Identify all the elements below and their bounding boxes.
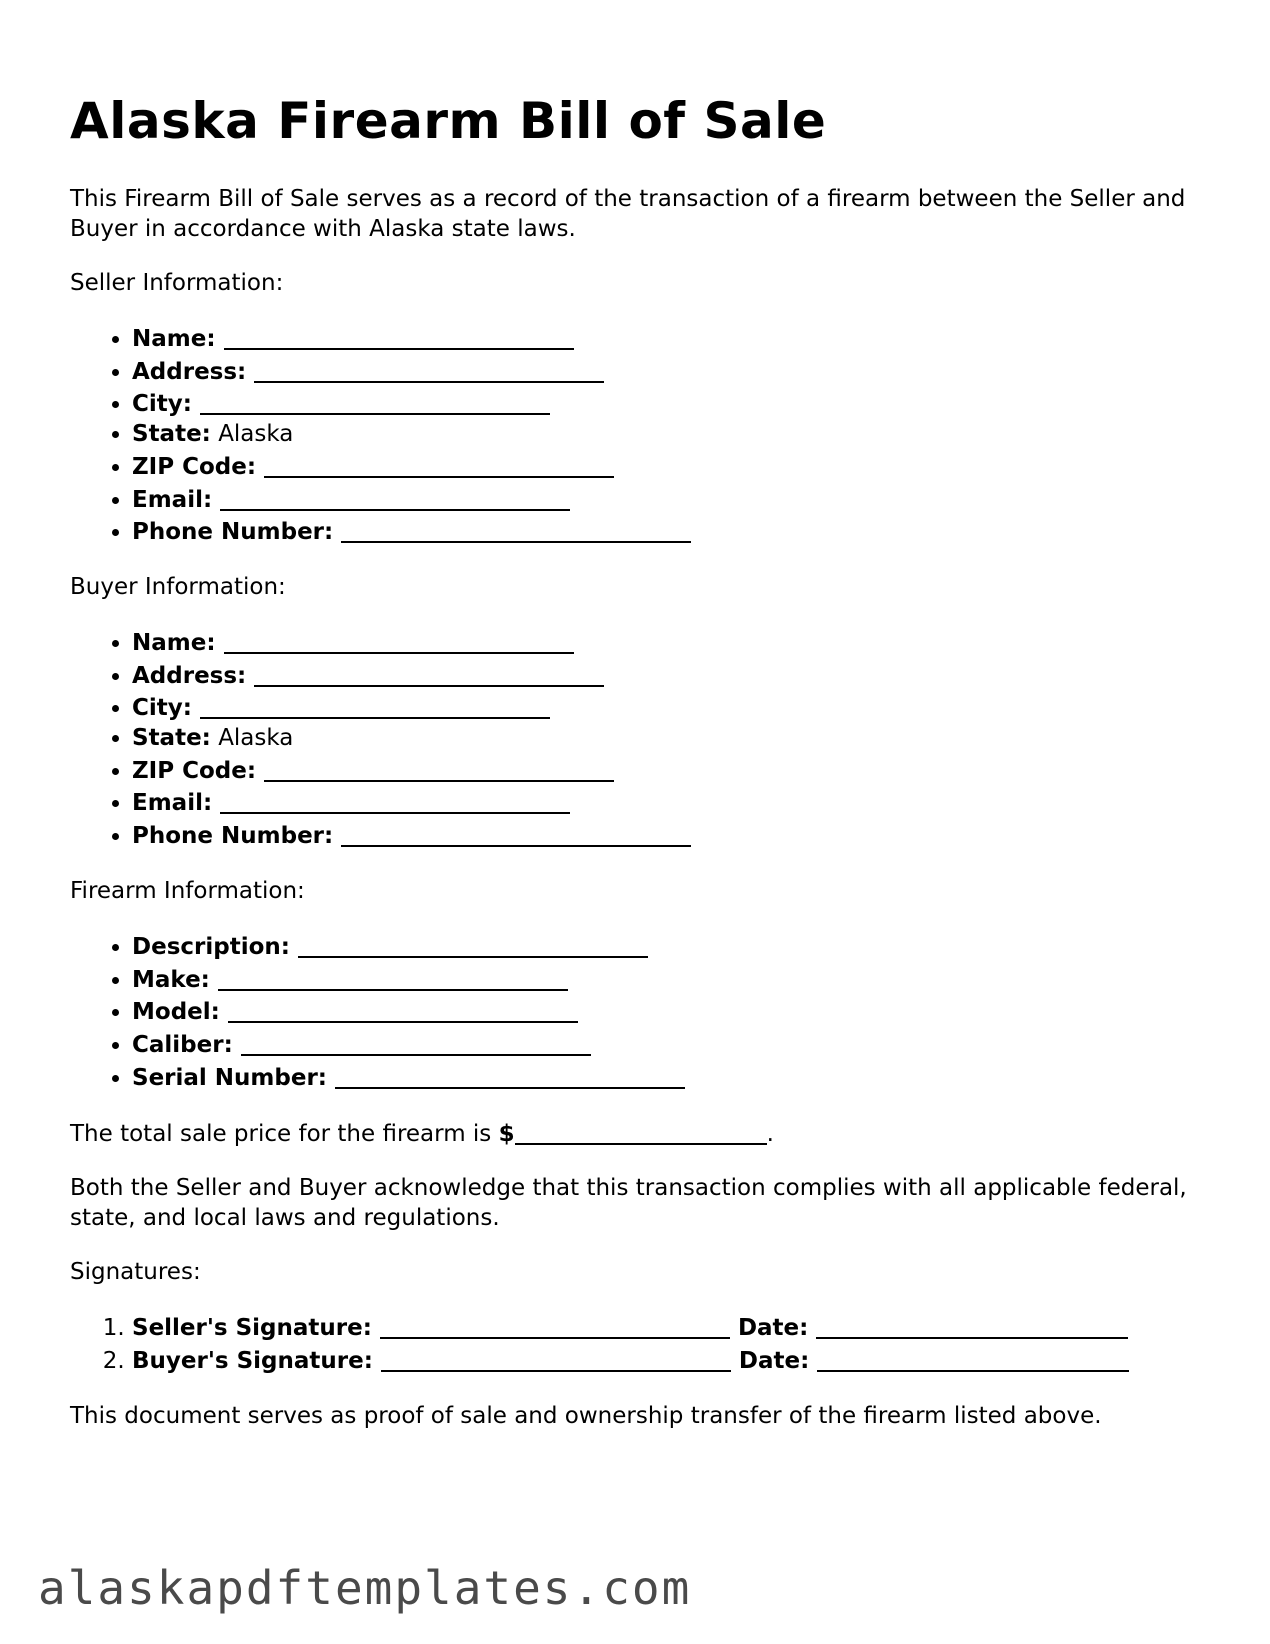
buyer-address-label: Address: bbox=[132, 662, 247, 689]
seller-fields bbox=[70, 322, 1210, 548]
buyer-signature-field[interactable] bbox=[381, 1348, 731, 1372]
seller-name-label: Name: bbox=[132, 326, 216, 352]
seller-state-label: State: bbox=[132, 421, 211, 448]
buyer-email-field[interactable] bbox=[220, 790, 570, 814]
seller-email-label: Email: bbox=[132, 486, 213, 513]
buyer-state-label: State: bbox=[132, 725, 211, 752]
buyer-city-item bbox=[132, 691, 1210, 724]
buyer-name-label: Name: bbox=[132, 629, 216, 656]
price-line bbox=[70, 1117, 1210, 1149]
firearm-heading: Firearm Information: bbox=[70, 877, 305, 904]
price-end: . bbox=[766, 1121, 774, 1148]
buyer-zip-item bbox=[132, 754, 1210, 787]
seller-date-label: Date: bbox=[737, 1315, 809, 1342]
seller-signature-field[interactable] bbox=[380, 1315, 730, 1339]
intro-paragraph: This Firearm Bill of Sale serves as a record of the transaction of a firearm between the Seller and Buyer in accordance with Alaska state laws. bbox=[70, 186, 1186, 242]
seller-date-field[interactable] bbox=[816, 1315, 1128, 1339]
seller-name-item bbox=[132, 322, 1210, 355]
firearm-serial-item bbox=[132, 1061, 1210, 1094]
seller-phone-item bbox=[132, 515, 1210, 548]
firearm-description-item bbox=[132, 930, 1210, 963]
firearm-description-label: Description: bbox=[132, 933, 290, 960]
buyer-city-label: City: bbox=[132, 695, 192, 722]
price-field[interactable] bbox=[515, 1121, 767, 1145]
buyer-address-item bbox=[132, 659, 1210, 692]
firearm-serial-field[interactable] bbox=[335, 1065, 685, 1089]
seller-heading: Seller Information: bbox=[70, 270, 284, 296]
firearm-model-label: Model: bbox=[132, 999, 220, 1026]
firearm-caliber-label: Caliber: bbox=[132, 1031, 233, 1058]
firearm-model-field[interactable] bbox=[228, 999, 578, 1023]
signature-list bbox=[70, 1311, 1210, 1376]
seller-address-label: Address: bbox=[132, 358, 247, 385]
seller-phone-field[interactable] bbox=[341, 519, 691, 543]
firearm-description-field[interactable] bbox=[298, 934, 648, 958]
buyer-signature-item bbox=[132, 1344, 1210, 1377]
buyer-zip-label: ZIP Code: bbox=[132, 757, 257, 784]
seller-email-field[interactable] bbox=[220, 487, 570, 511]
seller-zip-item bbox=[132, 450, 1210, 483]
firearm-make-item bbox=[132, 963, 1210, 996]
seller-zip-label: ZIP Code: bbox=[132, 453, 257, 480]
buyer-fields bbox=[70, 626, 1210, 852]
buyer-zip-field[interactable] bbox=[264, 758, 614, 782]
firearm-fields bbox=[70, 930, 1210, 1094]
buyer-phone-label: Phone Number: bbox=[132, 823, 334, 850]
buyer-heading: Buyer Information: bbox=[70, 573, 286, 600]
buyer-phone-field[interactable] bbox=[341, 823, 691, 847]
firearm-caliber-field[interactable] bbox=[241, 1032, 591, 1056]
seller-address-item bbox=[132, 355, 1210, 388]
seller-zip-field[interactable] bbox=[264, 454, 614, 478]
seller-address-field[interactable] bbox=[254, 359, 604, 383]
buyer-address-field[interactable] bbox=[254, 663, 604, 687]
signatures-heading: Signatures: bbox=[70, 1259, 201, 1286]
buyer-date-field[interactable] bbox=[817, 1348, 1129, 1372]
buyer-phone-item bbox=[132, 819, 1210, 852]
buyer-name-item bbox=[132, 626, 1210, 659]
seller-signature-item bbox=[132, 1311, 1210, 1344]
buyer-state-value: Alaska bbox=[218, 725, 294, 752]
seller-state-item bbox=[132, 420, 1210, 450]
firearm-serial-label: Serial Number: bbox=[132, 1064, 327, 1091]
seller-email-item bbox=[132, 483, 1210, 516]
firearm-caliber-item bbox=[132, 1028, 1210, 1061]
seller-state-value: Alaska bbox=[218, 421, 294, 448]
buyer-state-item bbox=[132, 724, 1210, 754]
price-text: The total sale price for the firearm is bbox=[70, 1121, 499, 1148]
buyer-city-field[interactable] bbox=[200, 695, 550, 719]
seller-city-field[interactable] bbox=[200, 391, 550, 415]
firearm-make-label: Make: bbox=[132, 966, 210, 993]
seller-signature-label: Seller's Signature: bbox=[132, 1315, 372, 1342]
seller-name-field[interactable] bbox=[224, 326, 574, 350]
buyer-signature-label: Buyer's Signature: bbox=[132, 1348, 373, 1375]
acknowledgement-paragraph: Both the Seller and Buyer acknowledge that this transaction complies with all applicable federal, state, and local laws and regulations. bbox=[70, 1175, 1187, 1232]
seller-phone-label: Phone Number: bbox=[132, 519, 334, 546]
buyer-date-label: Date: bbox=[738, 1348, 810, 1375]
firearm-model-item bbox=[132, 995, 1210, 1028]
site-watermark: alaskapdftemplates.com bbox=[38, 1561, 692, 1615]
document-page bbox=[70, 88, 1210, 1431]
buyer-name-field[interactable] bbox=[224, 630, 574, 654]
seller-city-item bbox=[132, 387, 1210, 420]
price-currency: $ bbox=[498, 1121, 515, 1148]
document-title: Alaska Firearm Bill of Sale bbox=[70, 92, 827, 150]
closing-paragraph: This document serves as proof of sale and ownership transfer of the firearm listed above. bbox=[70, 1402, 1102, 1429]
buyer-email-label: Email: bbox=[132, 790, 213, 817]
buyer-email-item bbox=[132, 786, 1210, 819]
firearm-make-field[interactable] bbox=[218, 967, 568, 991]
seller-city-label: City: bbox=[132, 391, 192, 418]
